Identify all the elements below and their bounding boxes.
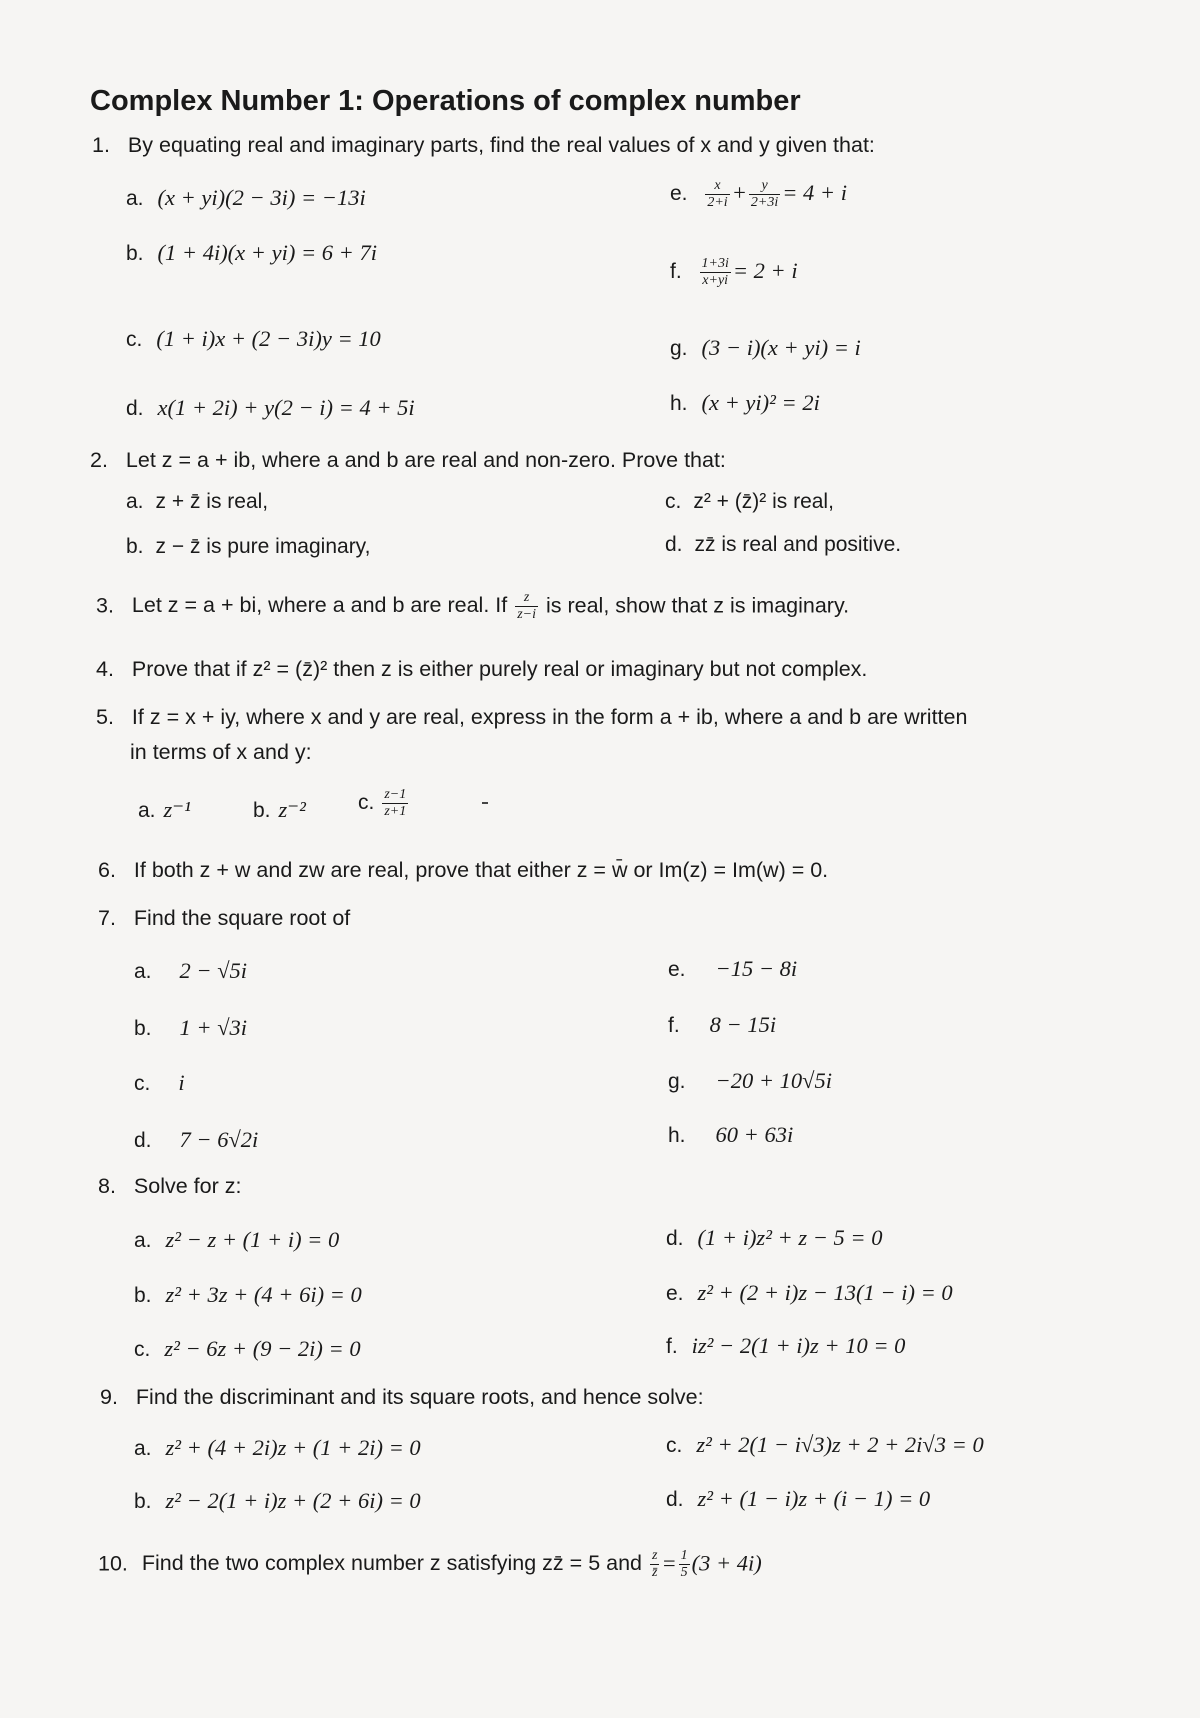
q1-part-a xyxy=(126,185,366,211)
fraction: $\frac{z}{z-i}$ xyxy=(517,590,536,623)
part-label: a. xyxy=(134,1437,152,1460)
stray-mark xyxy=(482,802,488,804)
q2-part-a xyxy=(126,490,268,514)
question-9 xyxy=(100,1385,704,1410)
q1-part-c xyxy=(126,326,381,352)
part-label: b. xyxy=(134,1490,152,1513)
math-expression: (3 − i)(x + yi) = i xyxy=(701,335,861,360)
part-label: d. xyxy=(665,533,683,556)
q1-part-g xyxy=(670,335,861,361)
q7-part-h xyxy=(668,1122,793,1148)
q5-part-a xyxy=(138,797,191,823)
math-expression: z² + (1 − i)z + (i − 1) = 0 xyxy=(697,1486,931,1511)
question-number: 9. xyxy=(100,1385,118,1409)
part-label: b. xyxy=(134,1017,152,1040)
fraction: $\frac{z-1}{z+1}$ xyxy=(384,787,407,820)
part-label: d. xyxy=(666,1227,684,1250)
question-text: Solve for z: xyxy=(133,1174,242,1198)
q9-part-d xyxy=(666,1486,930,1512)
question-2 xyxy=(90,448,726,473)
question-6 xyxy=(98,858,828,883)
page-title: Complex Number 1: Operations of complex number xyxy=(90,85,801,117)
q7-part-d xyxy=(134,1127,258,1153)
q7-part-g xyxy=(668,1068,832,1094)
q2-part-b xyxy=(126,535,370,559)
part-label: c. xyxy=(665,490,682,513)
plus-sign: + xyxy=(731,180,747,206)
part-label: e. xyxy=(666,1282,684,1305)
math-expression: 7 − 6√2i xyxy=(179,1127,259,1152)
part-label: c. xyxy=(358,791,375,815)
math-expression: i xyxy=(178,1070,185,1095)
q8-part-c xyxy=(134,1336,361,1362)
question-number: 6. xyxy=(98,858,116,882)
math-expression: = 4 + i xyxy=(782,180,847,206)
question-text: By equating real and imaginary parts, find the real values of x and y given that: xyxy=(127,133,875,157)
part-label: c. xyxy=(126,328,143,351)
part-label: a. xyxy=(134,960,152,983)
question-text: Find the two complex number z satisfying zz̄ = 5 and xyxy=(141,1551,642,1576)
fraction: $\frac{z}{z̄}$ xyxy=(651,1548,658,1581)
part-label: c. xyxy=(666,1434,683,1457)
math-expression: z² − 2(1 + i)z + (2 + 6i) = 0 xyxy=(165,1488,421,1513)
q9-part-c xyxy=(666,1432,984,1458)
part-label: b. xyxy=(126,535,144,558)
question-number: 10. xyxy=(98,1551,128,1576)
part-label: e. xyxy=(668,958,686,981)
math-expression: z² + 2(1 − i√3)z + 2 + 2i√3 = 0 xyxy=(696,1432,984,1457)
part-label: b. xyxy=(126,242,144,265)
part-label: b. xyxy=(134,1284,152,1307)
q8-part-a xyxy=(134,1227,339,1253)
question-number: 7. xyxy=(98,906,116,930)
q2-part-d xyxy=(665,533,901,557)
question-number: 2. xyxy=(90,448,108,472)
part-label: c. xyxy=(134,1072,151,1095)
q1-part-f xyxy=(670,256,798,289)
part-label: f. xyxy=(670,260,682,284)
math-expression: z + z̄ is real, xyxy=(155,490,269,513)
q7-part-c xyxy=(134,1070,185,1096)
q2-part-c xyxy=(665,490,834,514)
math-expression: zz̄ is real and positive. xyxy=(694,533,902,556)
fraction: $\frac{y}{2+3i}$ xyxy=(750,178,779,211)
q7-part-a xyxy=(134,958,247,984)
question-text: Let z = a + ib, where a and b are real and non-zero. Prove that: xyxy=(125,448,726,472)
question-number: 4. xyxy=(96,657,114,681)
math-expression: (1 + i)z² + z − 5 = 0 xyxy=(697,1225,883,1250)
part-label: e. xyxy=(670,182,688,206)
question-text-continued: in terms of x and y: xyxy=(130,740,312,764)
part-label: f. xyxy=(668,1014,680,1037)
q9-part-a xyxy=(134,1435,421,1461)
math-expression: (x + yi)(2 − 3i) = −13i xyxy=(157,185,366,210)
math-expression: (1 + 4i)(x + yi) = 6 + 7i xyxy=(157,240,377,265)
question-4 xyxy=(96,657,867,682)
part-label: a. xyxy=(138,799,156,822)
fraction: $\frac{1}{5}$ xyxy=(680,1548,688,1581)
math-expression: (1 + i)x + (2 − 3i)y = 10 xyxy=(156,326,381,351)
q7-part-e xyxy=(668,956,797,982)
math-expression: 1 + √3i xyxy=(179,1015,248,1040)
math-expression: −20 + 10√5i xyxy=(715,1068,832,1093)
question-number: 5. xyxy=(96,705,114,729)
part-label: d. xyxy=(666,1488,684,1511)
question-3 xyxy=(96,590,849,623)
math-expression: (3 + 4i) xyxy=(691,1550,762,1576)
equals-sign: = xyxy=(661,1550,677,1576)
question-text: Find the discriminant and its square roots, and hence solve: xyxy=(135,1385,704,1409)
part-label: c. xyxy=(134,1338,151,1361)
part-label: a. xyxy=(134,1229,152,1252)
math-expression: z² + 3z + (4 + 6i) = 0 xyxy=(165,1282,362,1307)
part-label: a. xyxy=(126,187,144,210)
part-label: h. xyxy=(668,1124,686,1147)
fraction: $\frac{x}{2+i}$ xyxy=(707,178,728,211)
q8-part-e xyxy=(666,1280,953,1306)
part-label: d. xyxy=(134,1129,152,1152)
q1-part-e xyxy=(670,178,847,211)
math-expression: z⁻² xyxy=(278,797,306,822)
q8-part-d xyxy=(666,1225,883,1251)
question-text: is real, show that z is imaginary. xyxy=(545,593,850,618)
math-expression: z² − z + (1 + i) = 0 xyxy=(165,1227,340,1252)
q8-part-b xyxy=(134,1282,362,1308)
math-expression: z² + (2 + i)z − 13(1 − i) = 0 xyxy=(697,1280,953,1305)
question-1 xyxy=(92,133,875,158)
question-text: Let z = a + bi, where a and b are real. If xyxy=(131,593,508,618)
part-label: g. xyxy=(668,1070,686,1093)
q1-part-d xyxy=(126,395,415,421)
math-expression: 60 + 63i xyxy=(715,1122,794,1147)
math-expression: (x + yi)² = 2i xyxy=(701,390,820,415)
part-label: a. xyxy=(126,490,144,513)
question-text: Find the square root of xyxy=(133,906,351,930)
question-5 xyxy=(96,705,967,730)
q7-part-f xyxy=(668,1012,776,1038)
q5-part-c xyxy=(358,787,410,820)
q8-part-f xyxy=(666,1333,905,1359)
fraction: $\frac{1+3i}{x+yi}$ xyxy=(701,256,729,289)
question-8 xyxy=(98,1174,241,1199)
math-expression: z − z̄ is pure imaginary, xyxy=(155,535,371,558)
math-expression: 8 − 15i xyxy=(709,1012,777,1037)
q5-part-b xyxy=(253,797,306,823)
math-expression: −15 − 8i xyxy=(715,956,798,981)
math-expression: z⁻¹ xyxy=(163,797,191,822)
question-7 xyxy=(98,906,350,931)
question-number: 3. xyxy=(96,593,114,618)
question-10 xyxy=(98,1548,762,1581)
part-label: h. xyxy=(670,392,688,415)
math-expression: iz² − 2(1 + i)z + 10 = 0 xyxy=(691,1333,906,1358)
part-label: d. xyxy=(126,397,144,420)
q7-part-b xyxy=(134,1015,247,1041)
question-number: 8. xyxy=(98,1174,116,1198)
math-expression: z² + (z̄)² is real, xyxy=(693,490,834,513)
part-label: f. xyxy=(666,1335,678,1358)
math-expression: x(1 + 2i) + y(2 − i) = 4 + 5i xyxy=(157,395,415,420)
part-label: g. xyxy=(670,337,688,360)
part-label: b. xyxy=(253,799,271,822)
math-expression: z² − 6z + (9 − 2i) = 0 xyxy=(164,1336,361,1361)
question-text: Prove that if z² = (z̄)² then z is either purely real or imaginary but not complex. xyxy=(131,657,868,681)
math-expression: z² + (4 + 2i)z + (1 + 2i) = 0 xyxy=(165,1435,421,1460)
math-expression: 2 − √5i xyxy=(179,958,248,983)
question-number: 1. xyxy=(92,133,110,157)
q1-part-b xyxy=(126,240,377,266)
q9-part-b xyxy=(134,1488,421,1514)
math-expression: = 2 + i xyxy=(732,258,798,284)
question-text: If both z + w and zw are real, prove that either z = w̄ or Im(z) = Im(w) = 0. xyxy=(133,858,829,882)
q1-part-h xyxy=(670,390,820,416)
question-text: If z = x + iy, where x and y are real, express in the form a + ib, where a and b are written xyxy=(131,705,968,729)
